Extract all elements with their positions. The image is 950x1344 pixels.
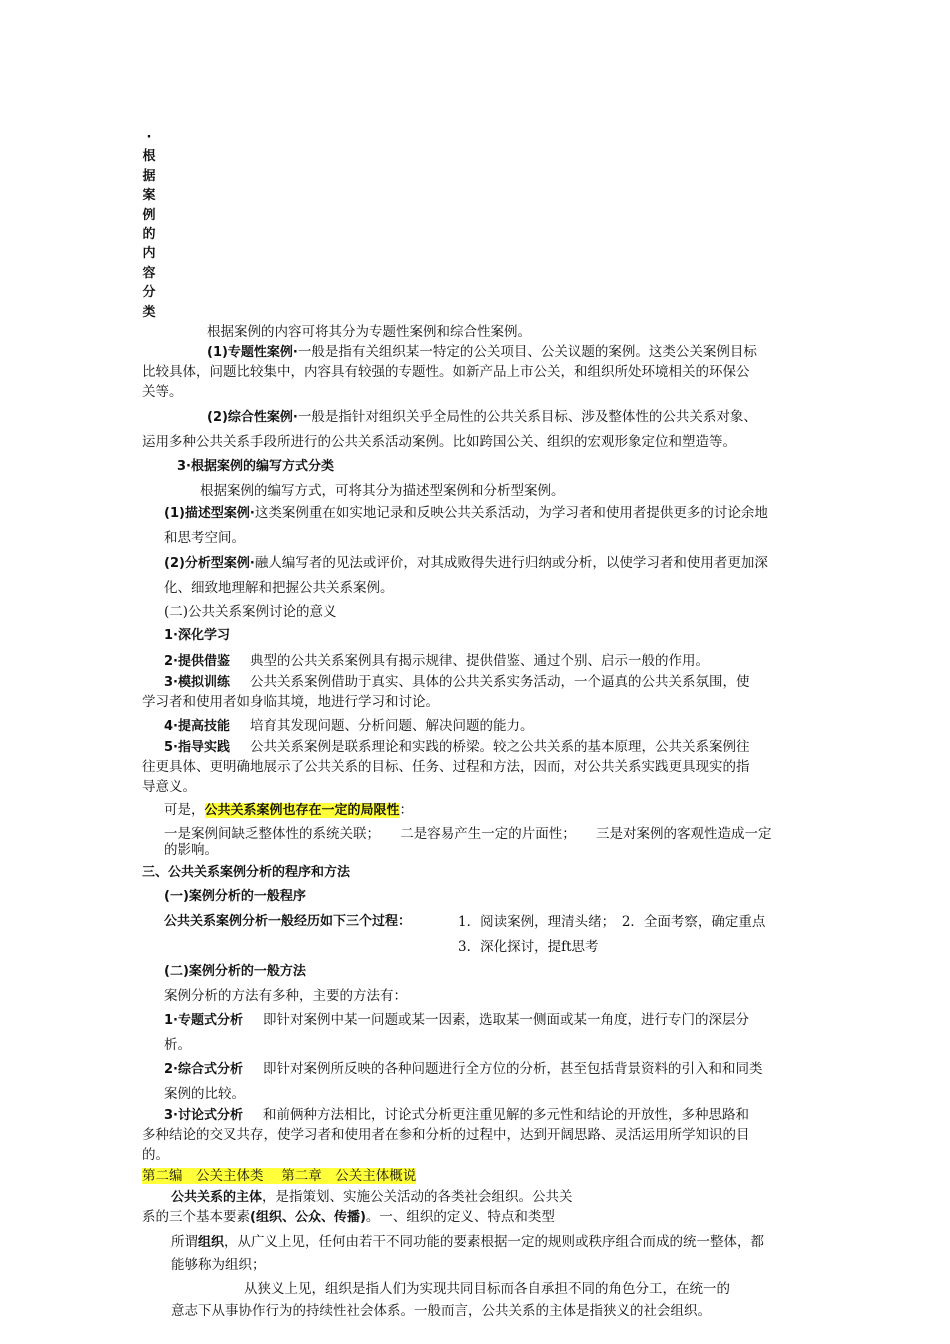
procedure-steps-1-2: 1．阅读案例，理清头绪； 2．全面考察，确定重点 <box>458 914 766 930</box>
organization-narrow-line-2: 意志下从事协作行为的持续性社会体系。一般而言，公共关系的主体是指狭义的社会组织。 <box>171 1303 711 1319</box>
descriptive-case-line-2: 和思考空间。 <box>164 530 245 546</box>
significance-item-5-line-3: 导意义。 <box>142 779 196 795</box>
method-item-2-line-2: 案例的比较。 <box>164 1086 245 1102</box>
significance-item-3-line-2: 学习者和使用者如身临其境，地进行学习和讨论。 <box>142 694 439 710</box>
method-item-2: 2·综合式分析 即针对案例所反映的各种问题进行全方位的分析，甚至包括背景资料的引入和和同类 <box>164 1061 763 1077</box>
chapter-heading-analysis: 三、公共关系案例分析的程序和方法 <box>142 865 351 880</box>
vertical-section-heading: · 根 据 案 例 的 内 容 分 类 <box>142 130 156 320</box>
comprehensive-case-line: (2)综合性案例·一般是指针对组织关乎全局性的公共关系目标、涉及整体性的公共关系对象、 <box>207 409 757 425</box>
section-heading-significance: (二)公共关系案例讨论的意义 <box>164 604 337 620</box>
method-intro: 案例分析的方法有多种，主要的方法有： <box>164 988 407 1004</box>
limitation-points: 一是案例间缺乏整体性的系统关联； 二是容易产生一定的片面性； 三是对案例的客观性造成一定 <box>164 826 772 842</box>
writing-style-intro: 根据案例的编写方式，可将其分为描述型案例和分析型案例。 <box>200 483 565 499</box>
limitation-highlight: 公共关系案例也存在一定的局限性 <box>204 803 400 818</box>
analytical-case-line-2: 化、细致地理解和把握公共关系案例。 <box>164 580 394 596</box>
method-item-1-line-2: 析。 <box>164 1037 191 1053</box>
method-item-3-line-2: 多种结论的交叉共存，使学习者和使用者在参和分析的过程中，达到开阔思路、灵活运用所学知识的目 <box>142 1127 750 1143</box>
section-heading-writing-style: 3·根据案例的编写方式分类 <box>177 459 334 474</box>
procedure-heading: (一)案例分析的一般程序 <box>164 889 306 904</box>
topical-case-line-3: 关等。 <box>142 384 183 400</box>
method-item-3: 3·讨论式分析 和前俩种方法相比，讨论式分析更注重见解的多元性和结论的开放性，多种思路和 <box>164 1107 749 1123</box>
significance-item-2: 2·提供借鉴 典型的公共关系案例具有揭示规律、提供借鉴、通过个别、启示一般的作用。 <box>164 653 709 669</box>
significance-item-3: 3·模拟训练 公共关系案例借助于真实、具体的公共关系实务活动，一个逼真的公共关系氛围，使 <box>164 674 750 690</box>
limitation-points-line-2: 的影响。 <box>164 842 218 858</box>
subject-definition: 公共关系的主体，是指策划、实施公关活动的各类社会组织。公共关 <box>171 1189 573 1205</box>
topical-case-line-2: 比较具体，问题比较集中，内容具有较强的专题性。如新产品上市公关，和组织所处环境相关的环保公 <box>142 364 750 380</box>
topical-case-line: (1)专题性案例·一般是指有关组织某一特定的公关项目、公关议题的案例。这类公关案例目标 <box>207 344 757 360</box>
procedure-lead: 公共关系案例分析一般经历如下三个过程： <box>164 914 412 929</box>
significance-item-1: 1·深化学习 <box>164 628 230 643</box>
subject-elements: 系的三个基本要素(组织、公众、传播)。一、组织的定义、特点和类型 <box>142 1209 555 1225</box>
method-heading: (二)案例分析的一般方法 <box>164 964 306 979</box>
limitation-line: 可是，公共关系案例也存在一定的局限性： <box>164 802 414 818</box>
procedure-step-3: 3．深化探讨，提ft思考 <box>458 939 599 955</box>
significance-item-5-line-2: 往更具体、更明确地展示了公共关系的目标、任务、过程和方法，因而，对公共关系实践更具现实的指 <box>142 759 750 775</box>
analytical-case-line: (2)分析型案例·融人编写者的见法或评价，对其成败得失进行归纳或分析，以使学习者和使用者更加深 <box>164 555 768 571</box>
significance-item-5: 5·指导实践 公共关系案例是联系理论和实践的桥梁。较之公共关系的基本原理，公共关系案例往 <box>164 739 750 755</box>
content-intro: 根据案例的内容可将其分为专题性案例和综合性案例。 <box>207 324 531 340</box>
part-chapter-heading: 第二编 公关主体类 第二章 公关主体概说 <box>142 1168 417 1184</box>
significance-item-4: 4·提高技能 培育其发现问题、分析问题、解决问题的能力。 <box>164 718 534 734</box>
comprehensive-case-line-2: 运用多种公共关系手段所进行的公共关系活动案例。比如跨国公关、组织的宏观形象定位和塑造等。 <box>142 434 736 450</box>
organization-broad: 所谓组织，从广义上见，任何由若干不同功能的要素根据一定的规则或秩序组合而成的统一整体，都 <box>171 1234 765 1250</box>
method-item-3-line-3: 的。 <box>142 1147 169 1163</box>
method-item-1: 1·专题式分析 即针对案例中某一问题或某一因素，选取某一侧面或某一角度，进行专门的深层分 <box>164 1012 749 1028</box>
organization-narrow: 从狭义上见，组织是指人们为实现共同目标而各自承担不同的角色分工，在统一的 <box>244 1281 730 1297</box>
organization-broad-line-2: 能够称为组织； <box>171 1257 266 1273</box>
descriptive-case-line: (1)描述型案例·这类案例重在如实地记录和反映公共关系活动，为学习者和使用者提供更多的讨论余地 <box>164 505 768 521</box>
